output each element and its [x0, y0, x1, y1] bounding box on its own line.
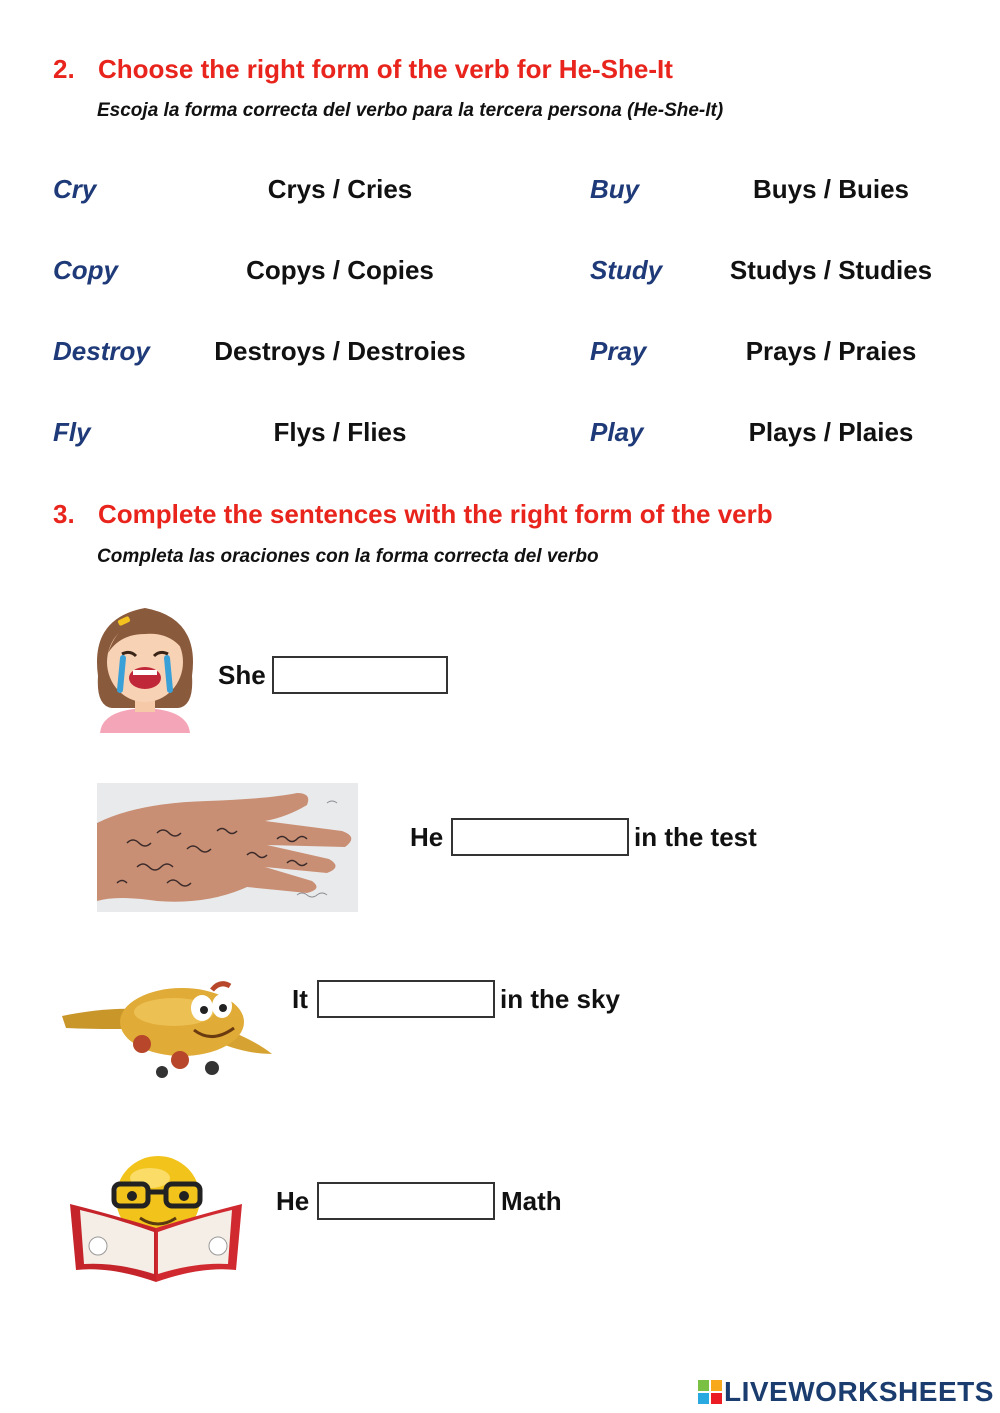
crying-girl-image	[90, 598, 200, 738]
choice-copy[interactable]: Copys / Copies	[246, 255, 434, 285]
sentence-3-subject: It	[292, 984, 308, 1014]
section-3-number: 3.	[53, 499, 75, 529]
choice-study[interactable]: Studys / Studies	[729, 255, 933, 285]
sentence-3-answer-input[interactable]	[317, 980, 495, 1018]
verb-study: Study	[590, 255, 663, 285]
liveworksheets-logo-text: LIVEWORKSHEETS	[724, 1376, 994, 1407]
sentence-4-subject: He	[276, 1186, 310, 1216]
sentence-2-answer-input[interactable]	[451, 818, 629, 856]
choice-play[interactable]: Plays / Plaies	[748, 417, 914, 447]
sentence-1-subject: She	[218, 660, 266, 690]
verb-buy: Buy	[590, 174, 640, 204]
section-3-title: Complete the sentences with the right form of the verb	[98, 499, 773, 529]
sentence-2-subject: He	[410, 822, 444, 852]
sentence-4-answer-input[interactable]	[317, 1182, 495, 1220]
sentence-3-after: in the sky	[500, 984, 620, 1014]
verb-fly: Fly	[53, 417, 91, 447]
verb-play: Play	[590, 417, 644, 447]
choice-buy[interactable]: Buys / Buies	[752, 174, 910, 204]
choice-fly[interactable]: Flys / Flies	[273, 417, 407, 447]
emoji-reading-book-image	[70, 1154, 242, 1284]
section-2-title: Choose the right form of the verb for He-She-It	[98, 54, 673, 84]
choice-cry[interactable]: Crys / Cries	[267, 174, 413, 204]
verb-cry: Cry	[53, 174, 97, 204]
liveworksheets-logo-icon	[698, 1380, 722, 1404]
cheat-notes-hand-image	[97, 783, 358, 912]
verb-destroy: Destroy	[53, 336, 150, 366]
choice-destroy[interactable]: Destroys / Destroies	[214, 336, 466, 366]
verb-copy: Copy	[53, 255, 118, 285]
section-2-number: 2.	[53, 54, 75, 84]
smiling-airplane-image	[62, 968, 274, 1078]
sentence-4-after: Math	[501, 1186, 562, 1216]
section-2-subtitle: Escoja la forma correcta del verbo para la tercera persona (He-She-It)	[97, 100, 724, 121]
choice-pray[interactable]: Prays / Praies	[745, 336, 917, 366]
sentence-1-answer-input[interactable]	[272, 656, 448, 694]
sentence-2-after: in the test	[634, 822, 757, 852]
verb-pray: Pray	[590, 336, 647, 366]
section-3-subtitle: Completa las oraciones con la forma correcta del verbo	[97, 546, 599, 567]
